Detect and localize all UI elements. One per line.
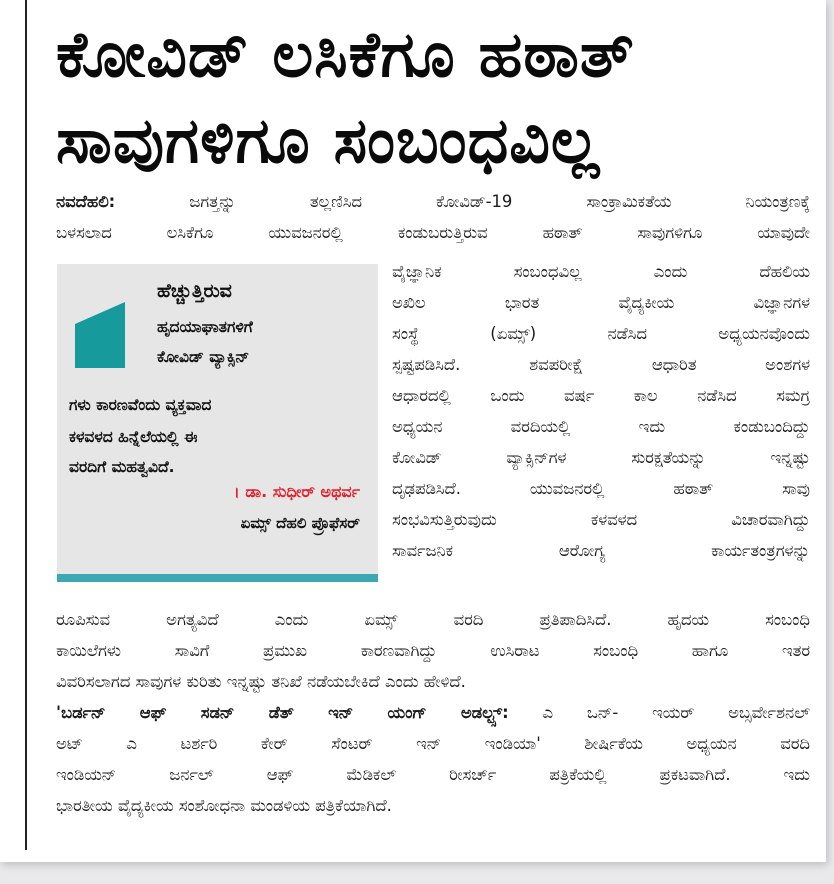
article-intro — [56, 186, 810, 248]
article-line: ಕೋವಿಡ್ ವ್ಯಾಕ್ಸಿನ್‌ಗಳ ಸುರಕ್ಷತೆಯನ್ನು ಇನ್ನಷ್ಟು — [392, 448, 810, 467]
headline-line-1: ಕೋವಿಡ್ ಲಸಿಕೆಗೂ ಹಠಾತ್ — [56, 18, 635, 91]
article-line: ರೂಪಿಸುವ ಅಗತ್ಯವಿದೆ ಎಂದು ಏಮ್ಸ್ ವರದಿ ಪ್ರತಿಪಾದಿಸಿದೆ. ಹೃದಯ ಸಂಬಂಧಿ — [56, 610, 810, 629]
article-line: ಆಧಾರದಲ್ಲಿ ಒಂದು ವರ್ಷ ಕಾಲ ನಡೆಸಿದ ಸಮಗ್ರ — [392, 386, 810, 405]
article-line: ಅಧ್ಯಯನ ವರದಿಯಲ್ಲಿ ಇದು ಕಂಡುಬಂದಿದ್ದು — [392, 417, 810, 436]
quote-author: । ಡಾ. ಸುಧೀರ್ ಅಥರ್ವ — [233, 482, 360, 501]
quote-line: ಹೃದಯಾಘಾತಗಳಿಗೆ — [157, 318, 253, 336]
article-line: ಸಂಸ್ಥೆ (ಏಮ್ಸ್) ನಡೆಸಿದ ಅಧ್ಯಯನವೊಂದು — [392, 324, 810, 343]
article-body — [56, 604, 810, 821]
article-line: ಅಖಿಲ ಭಾರತ ವೈದ್ಯಕೀಯ ವಿಜ್ಞಾನಗಳ — [392, 293, 810, 312]
article-line: ನವದೆಹಲಿ: ಜಗತ್ತನ್ನು ತಲ್ಲಣಿಸಿದ ಕೋವಿಡ್-19 ಸಾಂಕ್ರಾಮಿಕತೆಯ ನಿಯಂತ್ರಣಕ್ಕೆ — [56, 192, 810, 211]
quote-line: ಹೆಚ್ಚುತ್ತಿರುವ — [157, 280, 232, 302]
quote-line: ಕಳವಳದ ಹಿನ್ನೆಲೆಯಲ್ಲಿ ಈ — [69, 428, 198, 446]
column-rule — [25, 0, 27, 850]
article-line: ದೃಢಪಡಿಸಿದೆ. ಯುವಜನರಲ್ಲಿ ಹಠಾತ್ ಸಾವು — [392, 479, 810, 498]
article-line: ಸಾರ್ವಜನಿಕ ಆರೋಗ್ಯ ಕಾರ್ಯತಂತ್ರಗಳನ್ನು — [392, 541, 810, 560]
quote-line: ಗಳು ಕಾರಣವೆಂದು ವ್ಯಕ್ತವಾದ — [69, 396, 212, 414]
headline-line-2: ಸಾವುಗಳಿಗೂ ಸಂಬಂಧವಿಲ್ಲ — [56, 104, 601, 177]
quote-line: ವರದಿಗೆ ಮಹತ್ವವಿದೆ. — [69, 458, 175, 476]
article-line: ಕಾಯಿಲೆಗಳು ಸಾವಿಗೆ ಪ್ರಮುಖ ಕಾರಣವಾಗಿದ್ದು ಉಸಿರಾಟ ಸಂಬಂಧಿ ಹಾಗೂ ಇತರ — [56, 641, 810, 660]
article-line: 'ಬರ್ಡನ್ ಆಫ್ ಸಡನ್ ಡೆತ್ ಇನ್ ಯಂಗ್ ಅಡಲ್ಟ್ಸ್: ಎ ಒನ್- ಇಯರ್ ಅಬ್ಸರ್ವೇಶನಲ್ — [56, 703, 810, 722]
quote-line: ಕೋವಿಡ್ ವ್ಯಾಕ್ಸಿನ್ — [157, 348, 250, 366]
article-line: ಸಂಭವಿಸುತ್ತಿರುವುದು ಕಳವಳದ ವಿಚಾರವಾಗಿದ್ದು — [392, 510, 810, 529]
quote-author-role: ಏಮ್ಸ್ ದೆಹಲಿ ಪ್ರೊಫೆಸರ್ — [240, 514, 360, 532]
article-line: ಬಳಸಲಾದ ಲಸಿಕೆಗೂ ಯುವಜನರಲ್ಲಿ ಕಂಡುಬರುತ್ತಿರುವ ಹಠಾತ್ ಸಾವುಗಳಿಗೂ ಯಾವುದೇ — [56, 223, 810, 242]
article-line: ಭಾರತೀಯ ವೈದ್ಯಕೀಯ ಸಂಶೋಧನಾ ಮಂಡಳಿಯ ಪತ್ರಿಕೆಯಾಗಿದೆ. — [56, 796, 392, 815]
article-line: ಸ್ಪಷ್ಟಪಡಿಸಿದೆ. ಶವಪರೀಕ್ಷೆ ಆಧಾರಿತ ಅಂಶಗಳ — [392, 355, 810, 374]
article-line: ಅಟ್ ಎ ಟರ್ಶರಿ ಕೇರ್ ಸೆಂಟರ್ ಇನ್ ಇಂಡಿಯಾ' ಶೀರ್ಷಿಕೆಯ ಅಧ್ಯಯನ ವರದಿ — [56, 734, 810, 753]
article-column — [392, 256, 810, 566]
article-line: ಇಂಡಿಯನ್ ಜರ್ನಲ್ ಆಫ್ ಮೆಡಿಕಲ್ ರೀಸರ್ಚ್ ಪತ್ರಿಕೆಯಲ್ಲಿ ಪ್ರಕಟವಾಗಿದೆ. ಇದು — [56, 765, 810, 784]
quote-mark-icon — [75, 302, 125, 368]
article-line: ವಿವರಿಸಲಾಗದ ಸಾವುಗಳ ಕುರಿತು ಇನ್ನಷ್ಟು ತನಿಖೆ ನಡೆಯಬೇಕಿದೆ ಎಂದು ಹೇಳಿದೆ. — [56, 672, 466, 691]
pull-quote-box — [57, 264, 378, 582]
subheading: 'ಬರ್ಡನ್ ಆಫ್ ಸಡನ್ ಡೆತ್ ಇನ್ ಯಂಗ್ ಅಡಲ್ಟ್ಸ್: — [56, 703, 509, 722]
headline — [56, 12, 816, 184]
article-line: ವೈಜ್ಞಾನಿಕ ಸಂಬಂಧವಿಲ್ಲ ಎಂದು ದೆಹಲಿಯ — [392, 262, 810, 281]
dateline: ನವದೆಹಲಿ: — [56, 192, 116, 211]
